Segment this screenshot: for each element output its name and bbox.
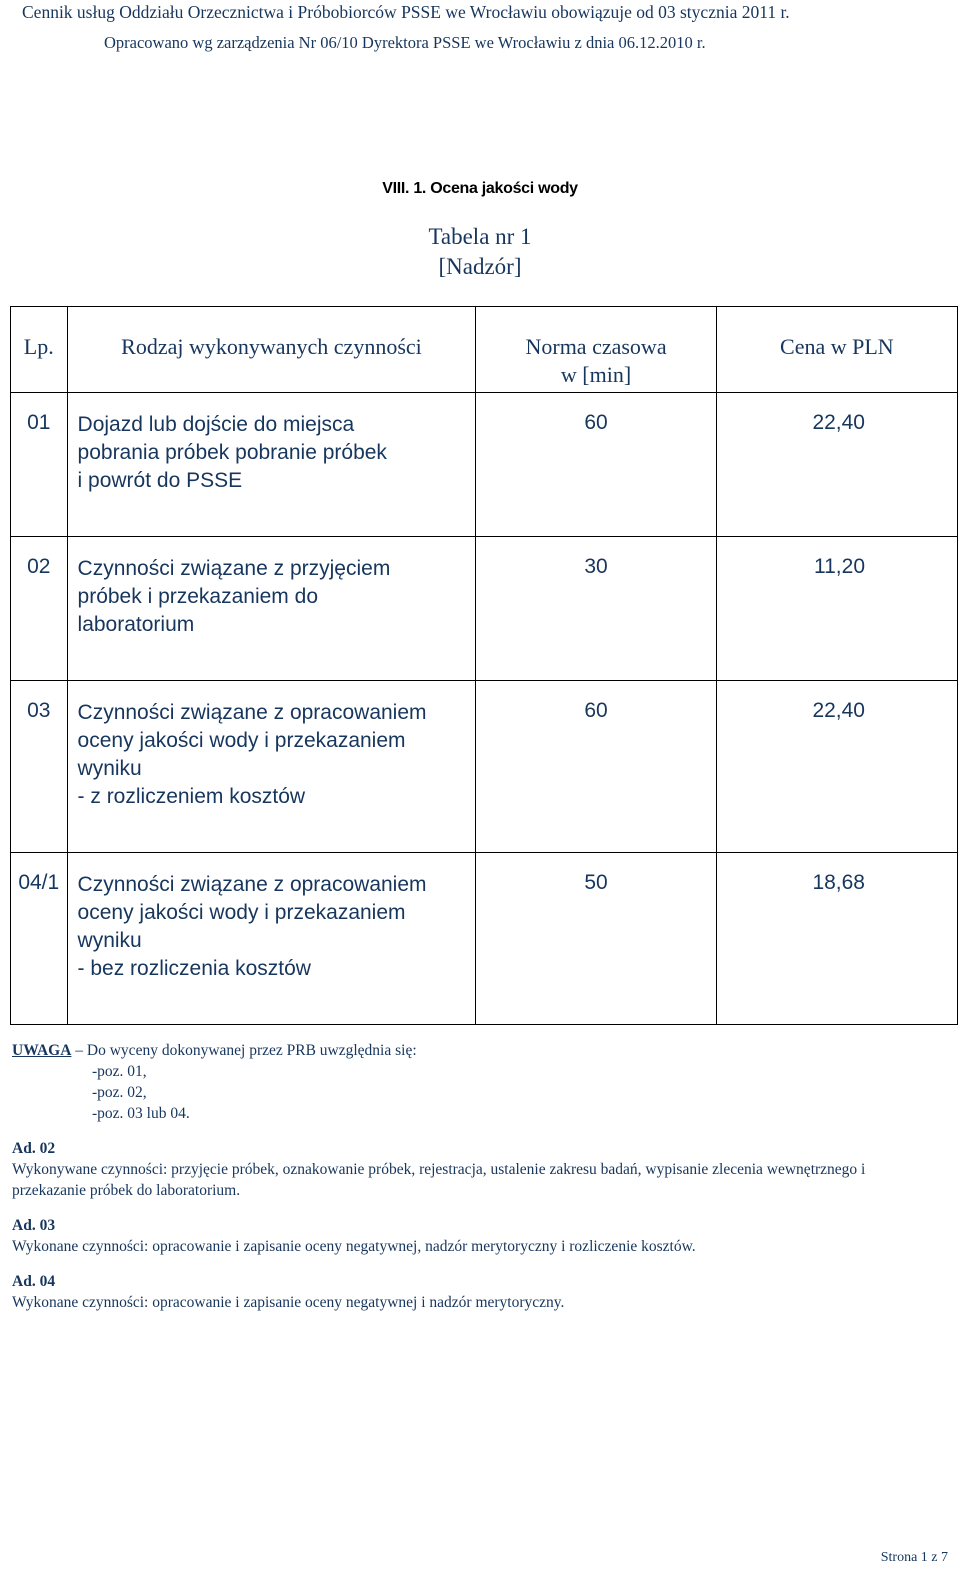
table-title: Tabela nr 1	[428, 224, 532, 249]
desc-line: próbek i przekazaniem do	[77, 585, 318, 608]
uwaga-label: UWAGA	[12, 1042, 72, 1059]
table-row	[11, 853, 958, 1025]
desc-line: oceny jakości wody i przekazaniem	[77, 901, 406, 924]
uwaga-item: -poz. 03 lub 04.	[92, 1105, 190, 1122]
header-lp: Lp.	[11, 307, 68, 393]
ad04-label: Ad. 04	[12, 1273, 56, 1290]
desc-line: pobrania próbek pobranie próbek	[77, 441, 387, 464]
row-desc	[67, 681, 476, 853]
row-desc	[67, 537, 476, 681]
row-lp: 04/1	[11, 853, 68, 1025]
desc-line: wyniku	[77, 757, 142, 780]
row-lp: 01	[11, 393, 68, 537]
header-line-1: Cennik usług Oddziału Orzecznictwa i Próbobiorców PSSE we Wrocławiu obowiązuje od 03 stycznia 2011 r.	[22, 2, 790, 22]
table-row	[11, 393, 958, 537]
header-rodzaj: Rodzaj wykonywanych czynności	[67, 307, 476, 393]
uwaga-item: -poz. 02,	[92, 1084, 147, 1101]
table-header-row	[11, 307, 958, 393]
header-norma-line1: Norma czasowa	[525, 334, 667, 359]
price-table	[10, 306, 958, 1025]
desc-line: oceny jakości wody i przekazaniem	[77, 729, 406, 752]
desc-line: Dojazd lub dojście do miejsca	[77, 413, 355, 436]
ad04-text: Wykonane czynności: opracowanie i zapisanie oceny negatywnej i nadzór merytoryczny.	[12, 1294, 565, 1311]
uwaga-text: – Do wyceny dokonywanej przez PRB uwzględnia się:	[71, 1042, 417, 1059]
desc-line: wyniku	[77, 929, 142, 952]
uwaga-line	[12, 1040, 942, 1061]
ad02-text: Wykonywane czynności: przyjęcie próbek, oznakowanie próbek, rejestracja, ustalenie zakresu badań, wypisanie zlecenia wewnętrznego i przekazanie próbek do laboratorium.	[12, 1161, 866, 1199]
ad03-text: Wykonane czynności: opracowanie i zapisanie oceny negatywnej, nadzór merytoryczny i rozliczenie kosztów.	[12, 1238, 696, 1255]
row-desc	[67, 853, 476, 1025]
notes	[12, 1040, 942, 1313]
table-row	[11, 537, 958, 681]
row-desc	[67, 393, 476, 537]
desc-line: Czynności związane z opracowaniem	[77, 873, 427, 896]
ad02-label: Ad. 02	[12, 1140, 56, 1157]
uwaga-item: -poz. 01,	[92, 1063, 147, 1080]
ad03-label: Ad. 03	[12, 1217, 56, 1234]
header-line-2: Opracowano wg zarządzenia Nr 06/10 Dyrektora PSSE we Wrocławiu z dnia 06.12.2010 r.	[104, 33, 706, 52]
table-row	[11, 681, 958, 853]
header-cena: Cena w PLN	[716, 307, 957, 393]
row-cena: 11,20	[716, 537, 957, 681]
row-lp: 02	[11, 537, 68, 681]
desc-line: - z rozliczeniem kosztów	[77, 785, 306, 808]
desc-line: Czynności związane z opracowaniem	[77, 701, 427, 724]
row-cena: 18,68	[716, 853, 957, 1025]
page-number: Strona 1 z 7	[880, 1550, 948, 1565]
row-norma: 30	[476, 537, 716, 681]
table-subtitle: [Nadzór]	[438, 254, 522, 279]
row-cena: 22,40	[716, 681, 957, 853]
section-title: VIII. 1. Ocena jakości wody	[382, 180, 578, 197]
desc-line: i powrót do PSSE	[77, 469, 243, 492]
row-cena: 22,40	[716, 393, 957, 537]
row-norma: 50	[476, 853, 716, 1025]
desc-line: laboratorium	[77, 613, 195, 636]
row-lp: 03	[11, 681, 68, 853]
table-heading	[0, 222, 960, 282]
row-norma: 60	[476, 393, 716, 537]
desc-line: - bez rozliczenia kosztów	[77, 957, 311, 980]
header-norma	[476, 307, 716, 393]
row-norma: 60	[476, 681, 716, 853]
desc-line: Czynności związane z przyjęciem	[77, 557, 391, 580]
header-norma-line2: w [min]	[560, 362, 632, 387]
